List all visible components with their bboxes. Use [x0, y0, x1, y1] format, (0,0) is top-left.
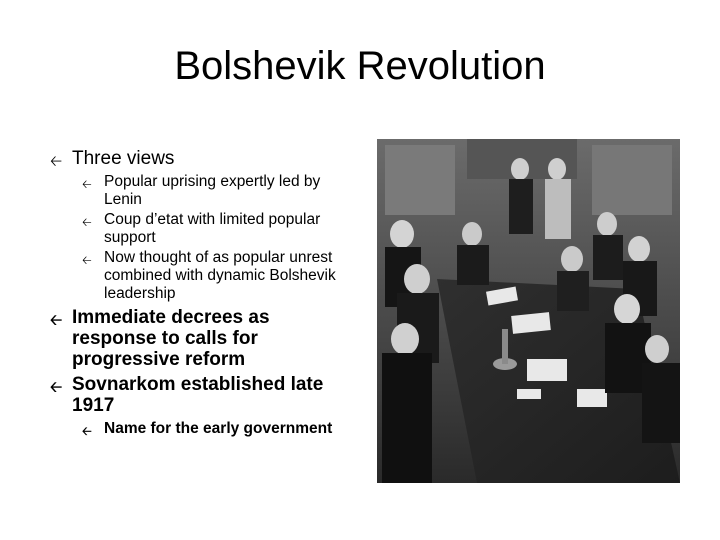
arrow-bullet-icon: 🡠 [50, 311, 63, 329]
arrow-bullet-icon: 🡠 [82, 253, 92, 267]
arrow-bullet-icon: 🡠 [82, 424, 92, 438]
sub-bullet-list [82, 420, 350, 438]
sub-bullet-text: Popular uprising expertly led by Lenin [104, 173, 321, 208]
historical-photo [377, 139, 680, 483]
bullet-text: Immediate decrees as response to calls for progressive reform [72, 307, 270, 370]
photo-illustration [377, 139, 680, 483]
arrow-bullet-icon: 🡠 [82, 215, 92, 229]
bullet-immediate-decrees [50, 307, 350, 370]
sub-bullet [82, 211, 350, 247]
sub-bullet [82, 173, 350, 209]
slide-title: Bolshevik Revolution [174, 44, 546, 88]
sub-bullet [82, 249, 350, 303]
bullet-list [50, 148, 350, 442]
bullet-sovnarkom [50, 374, 350, 416]
bullet-three-views [50, 148, 350, 169]
sub-bullet [82, 420, 350, 438]
sub-bullet-text: Name for the early government [104, 420, 333, 437]
bullet-text: Three views [72, 148, 175, 169]
arrow-bullet-icon: 🡠 [50, 378, 63, 396]
sub-bullet-list [82, 173, 350, 303]
sub-bullet-text: Coup d’etat with limited popular support [104, 211, 321, 246]
bullet-text: Sovnarkom established late 1917 [72, 374, 324, 416]
sub-bullet-text: Now thought of as popular unrest combined with dynamic Bolshevik leadership [104, 249, 336, 302]
arrow-bullet-icon: 🡠 [50, 152, 63, 170]
arrow-bullet-icon: 🡠 [82, 177, 92, 191]
